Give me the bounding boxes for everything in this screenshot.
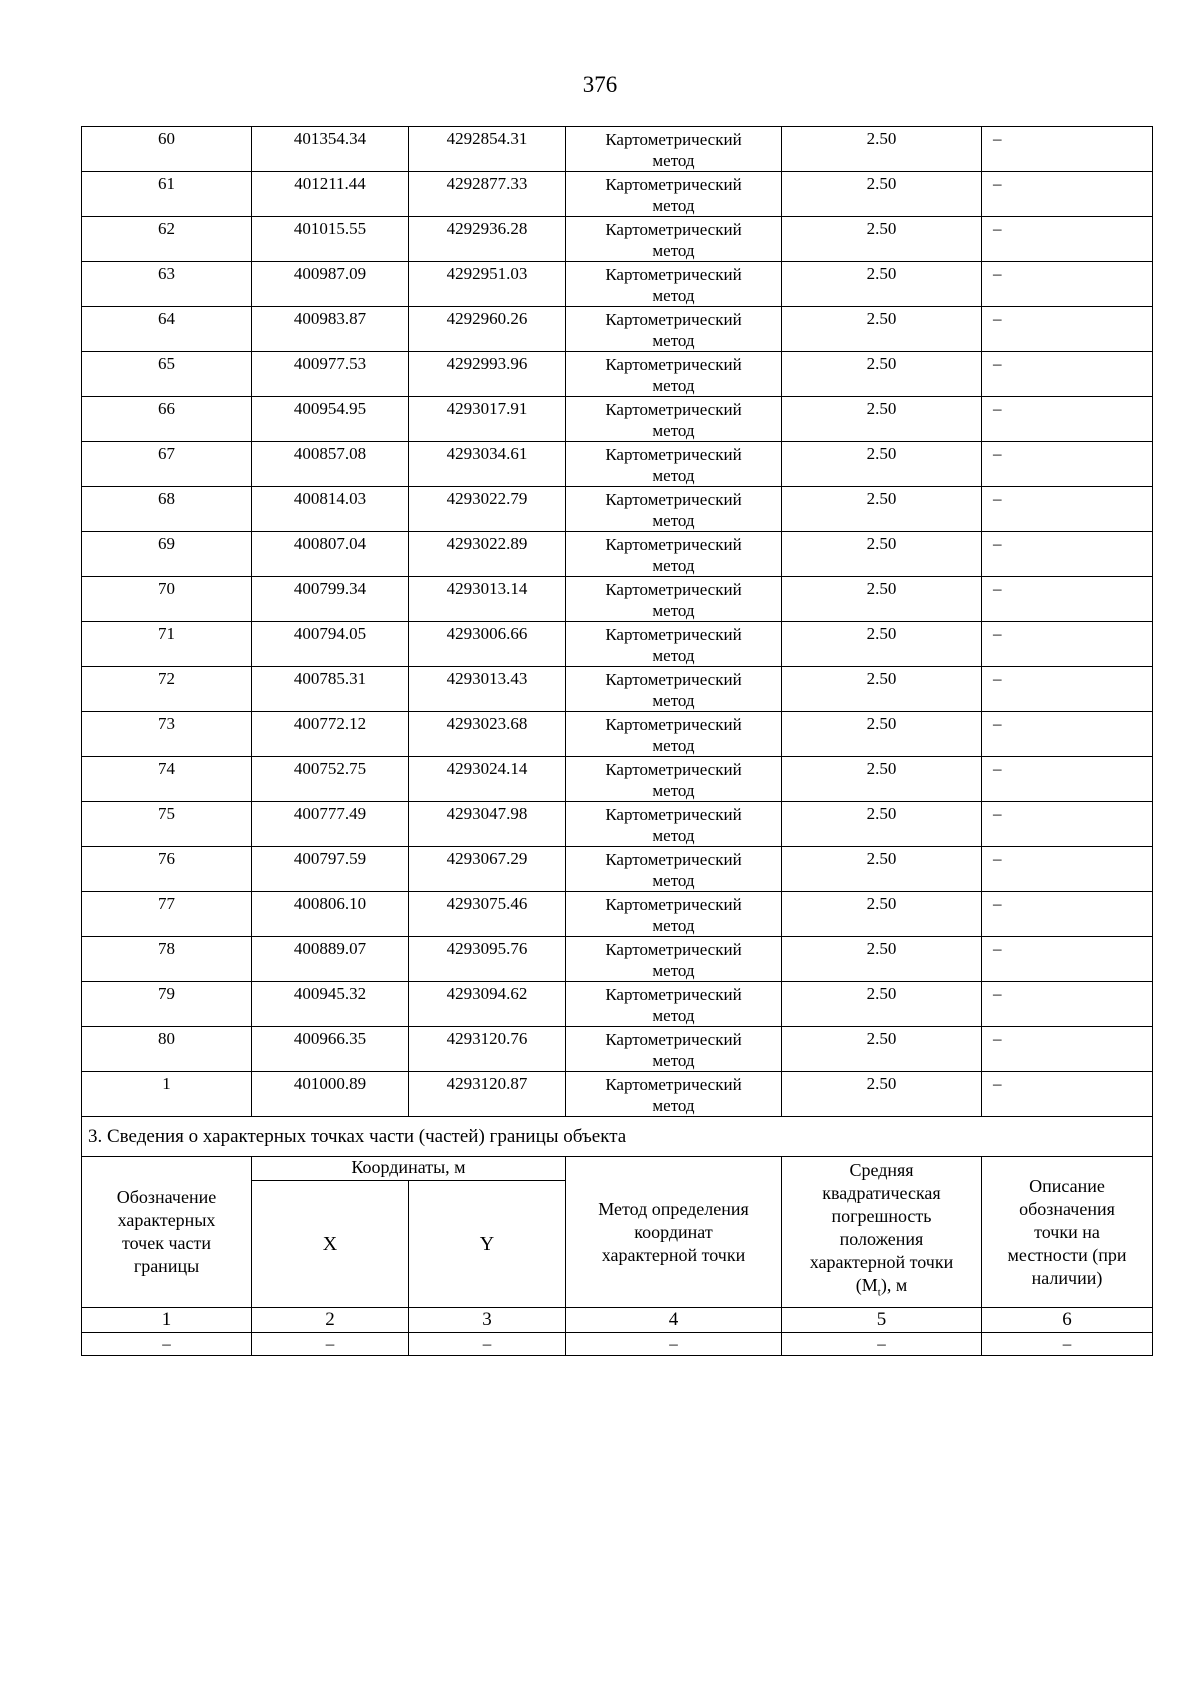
table-row [82,892,1153,937]
description-cell: – [982,352,1153,397]
error-cell: 2.50 [782,127,982,172]
method-line-1: Картометрический [605,895,742,914]
description-cell: – [982,487,1153,532]
method-line-1: Картометрический [605,535,742,554]
method-line-1: Картометрический [605,715,742,734]
method-line-1: Картометрический [605,580,742,599]
point-number-cell: 70 [82,577,252,622]
table-row [82,172,1153,217]
y-coordinate-cell: 4293047.98 [409,802,566,847]
method-cell [566,352,782,397]
x-coordinate-cell: 400945.32 [252,982,409,1027]
method-line-1: Картометрический [605,805,742,824]
x-coordinate-cell: 400806.10 [252,892,409,937]
method-line-2: метод [652,691,695,710]
method-cell [566,982,782,1027]
point-number-cell: 78 [82,937,252,982]
empty-cell: – [82,1333,252,1356]
table-row [82,217,1153,262]
table-row [82,802,1153,847]
error-cell: 2.50 [782,307,982,352]
description-cell: – [982,577,1153,622]
point-number-cell: 66 [82,397,252,442]
method-line-1: Картометрический [605,985,742,1004]
method-line-2: метод [652,556,695,575]
x-coordinate-cell: 401354.34 [252,127,409,172]
point-number-cell: 61 [82,172,252,217]
point-number-cell: 74 [82,757,252,802]
method-line-1: Картометрический [605,265,742,284]
method-line-2: метод [652,826,695,845]
method-line-2: метод [652,331,695,350]
y-coordinate-cell: 4293095.76 [409,937,566,982]
x-coordinate-cell: 400772.12 [252,712,409,757]
method-line-1: Картометрический [605,400,742,419]
error-cell: 2.50 [782,262,982,307]
y-coordinate-cell: 4292960.26 [409,307,566,352]
method-line-1: Картометрический [605,130,742,149]
header-description: Описание обозначения точки на местности (при наличии) [982,1157,1153,1308]
table-row [82,937,1153,982]
description-cell: – [982,307,1153,352]
method-cell [566,127,782,172]
method-line-1: Картометрический [605,490,742,509]
method-line-2: метод [652,511,695,530]
x-coordinate-cell: 401211.44 [252,172,409,217]
description-cell: – [982,757,1153,802]
method-cell [566,217,782,262]
table-row [82,847,1153,892]
description-cell: – [982,262,1153,307]
table-row [82,397,1153,442]
description-cell: – [982,127,1153,172]
header-method: Метод определения координат характерной точки [566,1157,782,1308]
x-coordinate-cell: 400807.04 [252,532,409,577]
method-line-2: метод [652,601,695,620]
empty-cell: – [252,1333,409,1356]
x-coordinate-cell: 401000.89 [252,1072,409,1117]
header-error: Средняя квадратическая погрешность положения характерной точки $(M_t)$, м [782,1157,982,1308]
header-designation: Обозначение характерных точек части границы [82,1157,252,1308]
y-coordinate-cell: 4293024.14 [409,757,566,802]
error-cell: 2.50 [782,577,982,622]
point-number-cell: 75 [82,802,252,847]
point-number-cell: 62 [82,217,252,262]
point-number-cell: 73 [82,712,252,757]
x-coordinate-cell: 400954.95 [252,397,409,442]
method-cell [566,757,782,802]
description-cell: – [982,667,1153,712]
method-line-2: метод [652,151,695,170]
point-number-cell: 67 [82,442,252,487]
x-coordinate-cell: 400777.49 [252,802,409,847]
point-number-cell: 65 [82,352,252,397]
point-number-cell: 77 [82,892,252,937]
error-cell: 2.50 [782,442,982,487]
description-cell: – [982,217,1153,262]
error-cell: 2.50 [782,1027,982,1072]
method-cell [566,712,782,757]
x-coordinate-cell: 401015.55 [252,217,409,262]
method-line-1: Картометрический [605,760,742,779]
point-number-cell: 80 [82,1027,252,1072]
description-cell: – [982,847,1153,892]
y-coordinate-cell: 4293075.46 [409,892,566,937]
y-coordinate-cell: 4293034.61 [409,442,566,487]
y-coordinate-cell: 4292936.28 [409,217,566,262]
method-cell [566,532,782,577]
method-line-1: Картометрический [605,670,742,689]
method-line-2: метод [652,421,695,440]
empty-cell: – [409,1333,566,1356]
coordinates-table [81,126,1153,1356]
error-cell: 2.50 [782,757,982,802]
description-cell: – [982,982,1153,1027]
table-row [82,352,1153,397]
error-cell: 2.50 [782,937,982,982]
method-cell [566,442,782,487]
method-line-2: метод [652,871,695,890]
description-cell: – [982,802,1153,847]
method-cell [566,937,782,982]
point-number-cell: 71 [82,622,252,667]
y-coordinate-cell: 4293094.62 [409,982,566,1027]
method-line-1: Картометрический [605,220,742,239]
description-cell: – [982,712,1153,757]
x-coordinate-cell: 400785.31 [252,667,409,712]
page-number: 376 [582,72,618,97]
x-coordinate-cell: 400977.53 [252,352,409,397]
table-row [82,622,1153,667]
method-line-2: метод [652,1051,695,1070]
description-cell: – [982,1072,1153,1117]
point-number-cell: 79 [82,982,252,1027]
method-line-2: метод [652,1006,695,1025]
y-coordinate-cell: 4292993.96 [409,352,566,397]
method-line-2: метод [652,646,695,665]
error-cell: 2.50 [782,982,982,1027]
method-cell [566,892,782,937]
point-number-cell: 64 [82,307,252,352]
header-coordinates: Координаты, м [252,1157,566,1181]
description-cell: – [982,622,1153,667]
table-row [82,982,1153,1027]
method-line-1: Картометрический [605,1075,742,1094]
method-line-1: Картометрический [605,850,742,869]
y-coordinate-cell: 4293022.89 [409,532,566,577]
method-cell [566,1072,782,1117]
point-number-cell: 76 [82,847,252,892]
table-row [82,442,1153,487]
y-coordinate-cell: 4292854.31 [409,127,566,172]
empty-cell: – [982,1333,1153,1356]
method-cell [566,577,782,622]
y-coordinate-cell: 4293120.87 [409,1072,566,1117]
point-number-cell: 1 [82,1072,252,1117]
description-cell: – [982,397,1153,442]
error-cell: 2.50 [782,1072,982,1117]
method-cell [566,397,782,442]
method-cell [566,667,782,712]
error-cell: 2.50 [782,172,982,217]
section3-block [82,1117,1153,1356]
y-coordinate-cell: 4293120.76 [409,1027,566,1072]
table-row [82,532,1153,577]
point-number-cell: 63 [82,262,252,307]
method-cell [566,847,782,892]
x-coordinate-cell: 400797.59 [252,847,409,892]
x-coordinate-cell: 400889.07 [252,937,409,982]
error-cell: 2.50 [782,802,982,847]
method-cell [566,262,782,307]
empty-cell: – [566,1333,782,1356]
point-number-cell: 69 [82,532,252,577]
table-row [82,307,1153,352]
y-coordinate-cell: 4293013.14 [409,577,566,622]
header-x: X [252,1181,409,1308]
y-coordinate-cell: 4293006.66 [409,622,566,667]
y-coordinate-cell: 4293017.91 [409,397,566,442]
points-table-body [82,127,1153,1117]
method-line-1: Картометрический [605,310,742,329]
x-coordinate-cell: 400814.03 [252,487,409,532]
table-row [82,712,1153,757]
error-cell: 2.50 [782,217,982,262]
method-line-1: Картометрический [605,940,742,959]
error-cell: 2.50 [782,397,982,442]
description-cell: – [982,1027,1153,1072]
table-row [82,262,1153,307]
x-coordinate-cell: 400799.34 [252,577,409,622]
empty-data-row [82,1333,1153,1356]
y-coordinate-cell: 4293067.29 [409,847,566,892]
index-cell: 4 [566,1308,782,1333]
error-cell: 2.50 [782,352,982,397]
error-cell: 2.50 [782,892,982,937]
method-line-2: метод [652,286,695,305]
method-cell [566,172,782,217]
error-cell: 2.50 [782,847,982,892]
method-line-1: Картометрический [605,625,742,644]
description-cell: – [982,442,1153,487]
method-line-2: метод [652,376,695,395]
point-number-cell: 72 [82,667,252,712]
method-line-2: метод [652,736,695,755]
method-line-2: метод [652,196,695,215]
description-cell: – [982,937,1153,982]
table-row [82,487,1153,532]
error-cell: 2.50 [782,622,982,667]
y-coordinate-cell: 4292877.33 [409,172,566,217]
method-line-2: метод [652,916,695,935]
x-coordinate-cell: 400983.87 [252,307,409,352]
method-cell [566,802,782,847]
table-row [82,1072,1153,1117]
y-coordinate-cell: 4293023.68 [409,712,566,757]
point-number-cell: 60 [82,127,252,172]
description-cell: – [982,892,1153,937]
table-row [82,127,1153,172]
table-row [82,1027,1153,1072]
error-cell: 2.50 [782,712,982,757]
error-cell: 2.50 [782,667,982,712]
column-index-row [82,1308,1153,1333]
error-cell: 2.50 [782,487,982,532]
description-cell: – [982,532,1153,577]
method-cell [566,1027,782,1072]
method-line-1: Картометрический [605,355,742,374]
method-line-1: Картометрический [605,175,742,194]
index-cell: 3 [409,1308,566,1333]
y-coordinate-cell: 4293022.79 [409,487,566,532]
method-line-1: Картометрический [605,445,742,464]
y-coordinate-cell: 4292951.03 [409,262,566,307]
section3-title: 3. Сведения о характерных точках части (частей) границы объекта [82,1117,1153,1157]
point-number-cell: 68 [82,487,252,532]
method-cell [566,307,782,352]
x-coordinate-cell: 400987.09 [252,262,409,307]
x-coordinate-cell: 400794.05 [252,622,409,667]
y-coordinate-cell: 4293013.43 [409,667,566,712]
method-line-1: Картометрический [605,1030,742,1049]
table-row [82,757,1153,802]
error-cell: 2.50 [782,532,982,577]
description-cell: – [982,172,1153,217]
table-row [82,667,1153,712]
index-cell: 6 [982,1308,1153,1333]
method-line-2: метод [652,466,695,485]
method-line-2: метод [652,781,695,800]
index-cell: 2 [252,1308,409,1333]
table-row [82,577,1153,622]
x-coordinate-cell: 400752.75 [252,757,409,802]
empty-cell: – [782,1333,982,1356]
header-y: Y [409,1181,566,1308]
x-coordinate-cell: 400966.35 [252,1027,409,1072]
method-cell [566,487,782,532]
index-cell: 5 [782,1308,982,1333]
method-line-2: метод [652,241,695,260]
index-cell: 1 [82,1308,252,1333]
method-line-2: метод [652,961,695,980]
x-coordinate-cell: 400857.08 [252,442,409,487]
method-cell [566,622,782,667]
method-line-2: метод [652,1096,695,1115]
